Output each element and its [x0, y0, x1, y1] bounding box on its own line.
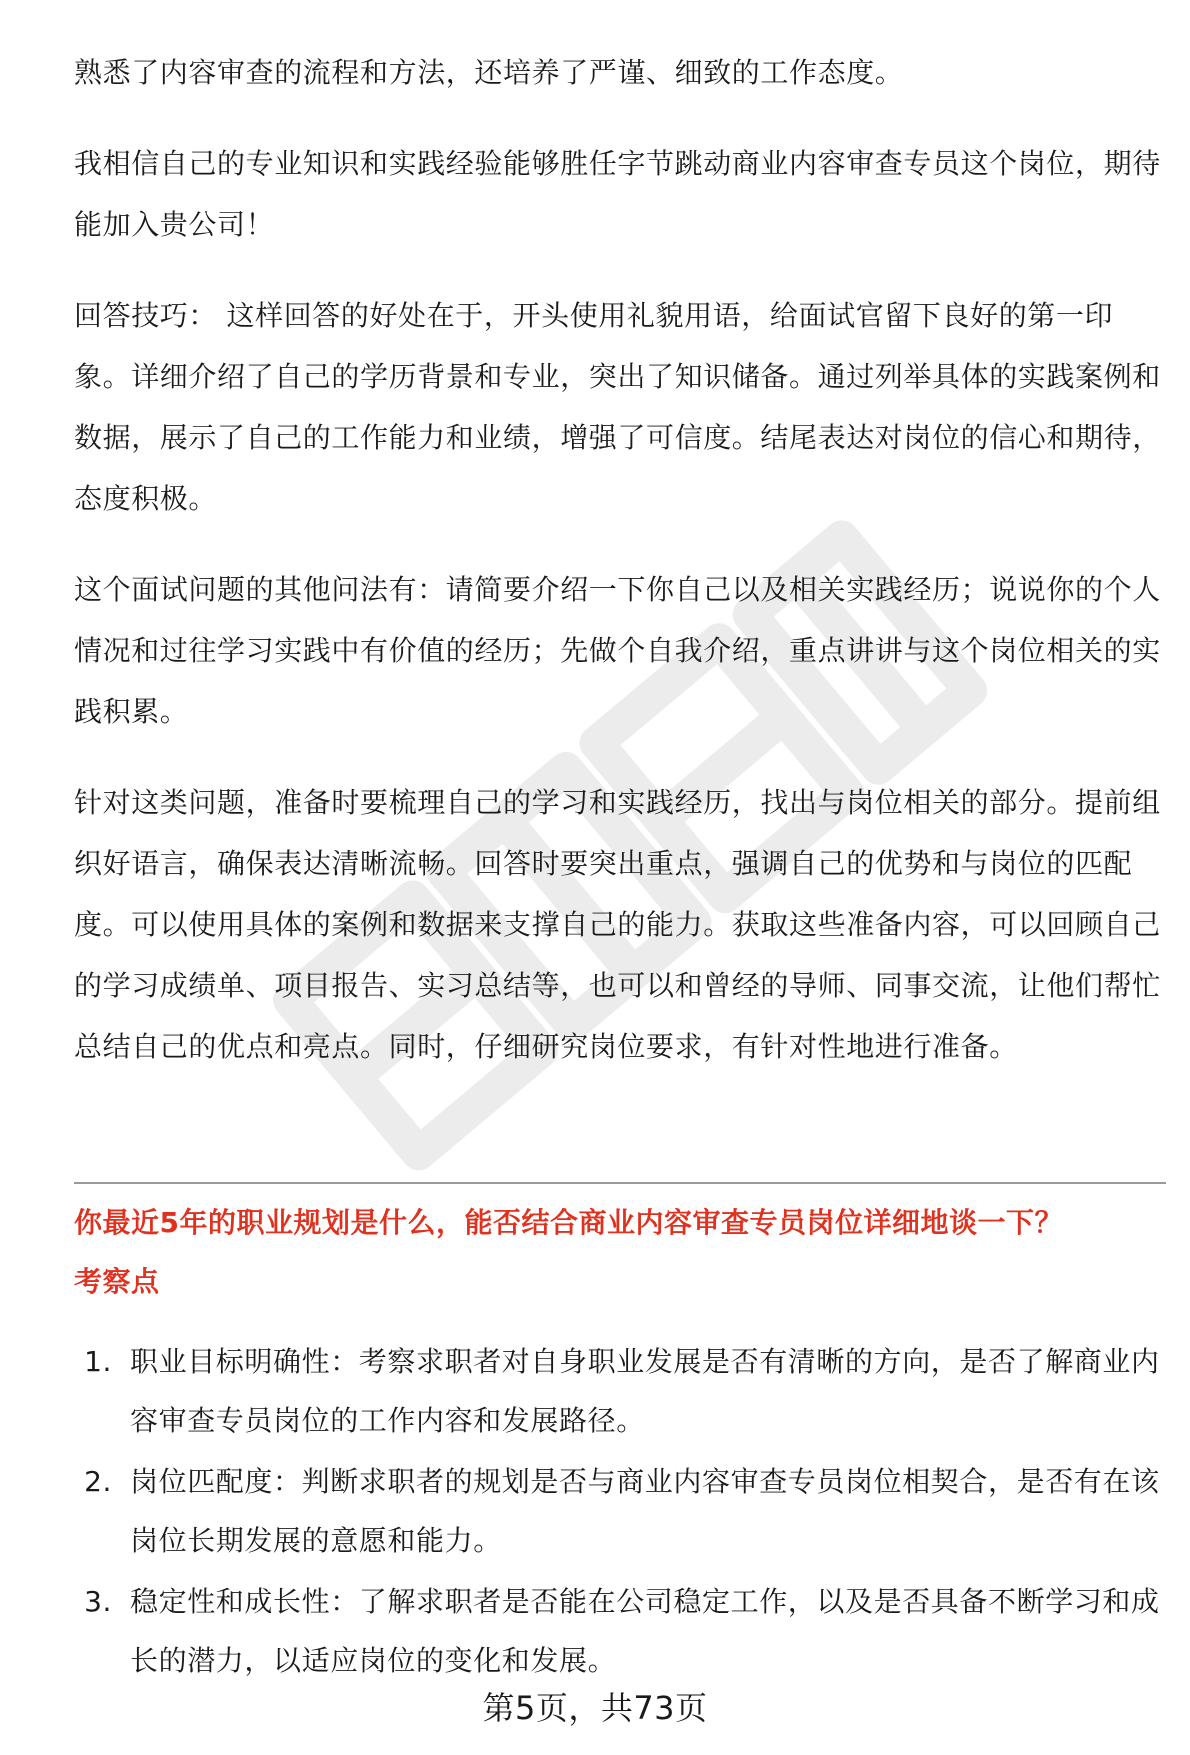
paragraph-intro-continuation: 熟悉了内容审查的流程和方法，还培养了严谨、细致的工作态度。: [74, 56, 904, 89]
paragraph-answer-tips: 回答技巧： 这样回答的好处在于，开头使用礼貌用语，给面试官留下良好的第一印象。详细介绍了自己的学历背景和专业，突出了知识储备。通过列举具体的实践案例和数据，展示了自己的工作能力和业绩，增强了可信度。结尾表达对岗位的信心和期待，态度积极。: [74, 299, 1161, 515]
list-item-text: 稳定性和成长性：了解求职者是否能在公司稳定工作，以及是否具备不断学习和成长的潜力，以适应岗位的变化和发展。: [130, 1585, 1160, 1677]
body-text: [74, 42, 1164, 1107]
list-item-number: 2.: [84, 1465, 112, 1498]
question-block: [74, 1193, 1164, 1311]
list-item-number: 3.: [84, 1585, 112, 1618]
list-item-number: 1.: [84, 1345, 112, 1378]
paragraph-closing-statement: 我相信自己的专业知识和实践经验能够胜任字节跳动商业内容审查专员这个岗位，期待能加入贵公司！: [74, 147, 1161, 241]
list-item-text: 岗位匹配度：判断求职者的规划是否与商业内容审查专员岗位相契合，是否有在该岗位长期发展的意愿和能力。: [130, 1465, 1160, 1557]
section-divider: [74, 1182, 1166, 1184]
list-item-text: 职业目标明确性：考察求职者对自身职业发展是否有清晰的方向，是否了解商业内容审查专员岗位的工作内容和发展路径。: [130, 1345, 1160, 1437]
evaluation-points-list: [74, 1332, 1164, 1692]
page-number-footer: 第5页，共73页: [482, 1689, 708, 1727]
list-item: [74, 1332, 1164, 1450]
list-item: [74, 1452, 1164, 1570]
paragraph-alternate-questions: 这个面试问题的其他问法有：请简要介绍一下你自己以及相关实践经历；说说你的个人情况和过往学习实践中有价值的经历；先做个自我介绍，重点讲讲与这个岗位相关的实践积累。: [74, 573, 1161, 728]
question-title: 你最近5年的职业规划是什么，能否结合商业内容审查专员岗位详细地谈一下？: [74, 1206, 1063, 1239]
paragraph-preparation-advice: 针对这类问题，准备时要梳理自己的学习和实践经历，找出与岗位相关的部分。提前组织好语言，确保表达清晰流畅。回答时要突出重点，强调自己的优势和与岗位的匹配度。可以使用具体的案例和数据来支撑自己的能力。获取这些准备内容，可以回顾自己的学习成绩单、项目报告、实习总结等，也可以和曾经的导师、同事交流，让他们帮忙总结自己的优点和亮点。同时，仔细研究岗位要求，有针对性地进行准备。: [74, 786, 1161, 1063]
list-item: [74, 1572, 1164, 1690]
question-subtitle: 考察点: [74, 1265, 160, 1298]
